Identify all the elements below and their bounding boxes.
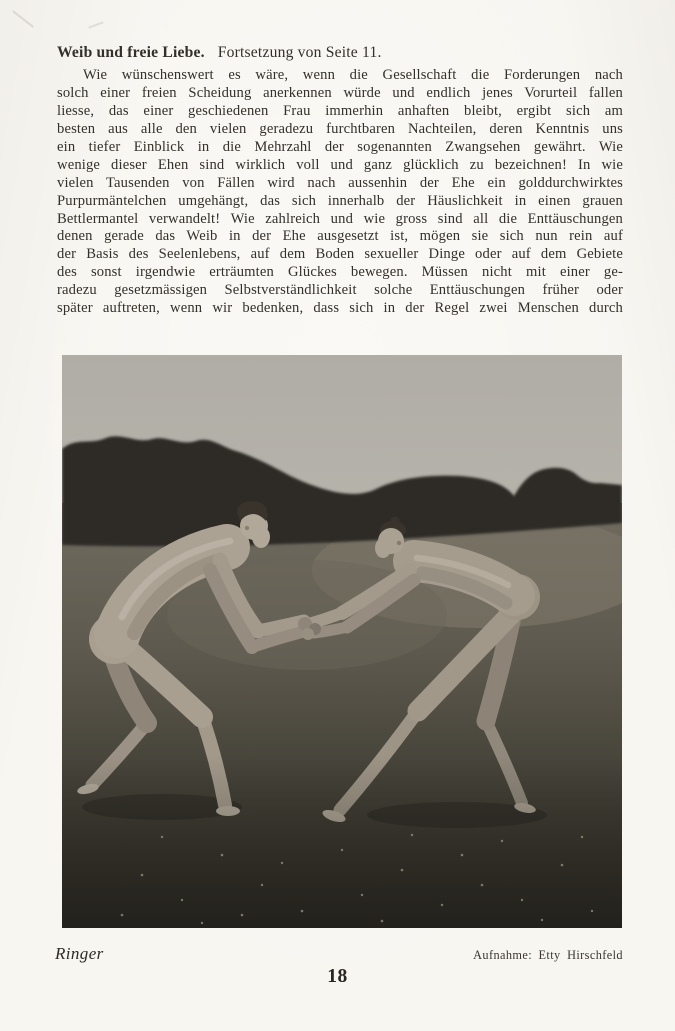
page-number: 18	[327, 966, 348, 987]
pencil-smudge	[88, 21, 104, 28]
paragraph-line: ein tiefer Einblick in die Mehrzahl der sogenannten Zwangsehen gewährt. Wie	[57, 138, 623, 155]
caption-row	[55, 944, 623, 964]
paragraph-line: radezu gesetzmässigen Selbstverständlichkeit solche Enttäuschungen früher oder	[57, 282, 623, 299]
photo-figure	[62, 355, 622, 928]
foreground-grass	[62, 755, 622, 928]
paragraph-line: liesse, das einer geschiedenen Frau immerhin anhaften bleibt, ergibt sich am	[57, 102, 623, 119]
paragraph-line: denen gerade das Weib in der Ehe ausgesetzt ist, mögen sie sich nun rein auf	[57, 228, 623, 245]
body-paragraph	[57, 67, 623, 318]
paragraph-line: wenige dieser Ehen sind wirklich voll und ganz glücklich zu bezeichnen! In wie	[57, 156, 623, 173]
paragraph-line: vielen Tausenden von Fällen wird nach aussenhin der Ehe ein golddurchwirktes	[57, 174, 623, 191]
pencil-smudge	[12, 10, 34, 28]
paragraph-line: Wie wünschenswert es wäre, wenn die Gesellschaft die Forderungen nach	[83, 67, 623, 83]
heading-subtitle: Fortsetzung von Seite 11.	[217, 44, 382, 61]
heading-title: Weib und freie Liebe.	[57, 44, 205, 61]
paragraph-line: des sonst irgendwie erträumten Glückes bewegen. Müssen nicht mit einer ge-	[57, 264, 623, 281]
paragraph-line: später auftreten, wenn wir bedenken, dass sich in der Regel zwei Menschen durch	[57, 300, 623, 317]
photo-credit: Aufnahme: Etty Hirschfeld	[473, 948, 623, 962]
article-heading	[57, 44, 623, 62]
paragraph-line: Purpurmäntelchen umgehängt, das sich innerhalb der Häuslichkeit in einen grauen	[57, 192, 623, 209]
wrestlers-photo	[62, 355, 622, 928]
photo-caption: Ringer	[55, 944, 104, 963]
paragraph-line: solch einer freien Scheidung anerkennen würde und endlich jenes Vorurteil fallen	[57, 84, 623, 101]
paragraph-line: besten aus alle den vielen geradezu furchtbaren Nachteilen, deren Kenntnis uns	[57, 120, 623, 137]
paragraph-line: der Basis des Seelenlebens, auf dem Boden sexueller Dinge oder auf dem Gebiete	[57, 246, 623, 263]
paragraph-line: Bettlermantel verwandelt! Wie zahlreich und wie gross sind all die Enttäuschungen	[57, 210, 623, 227]
